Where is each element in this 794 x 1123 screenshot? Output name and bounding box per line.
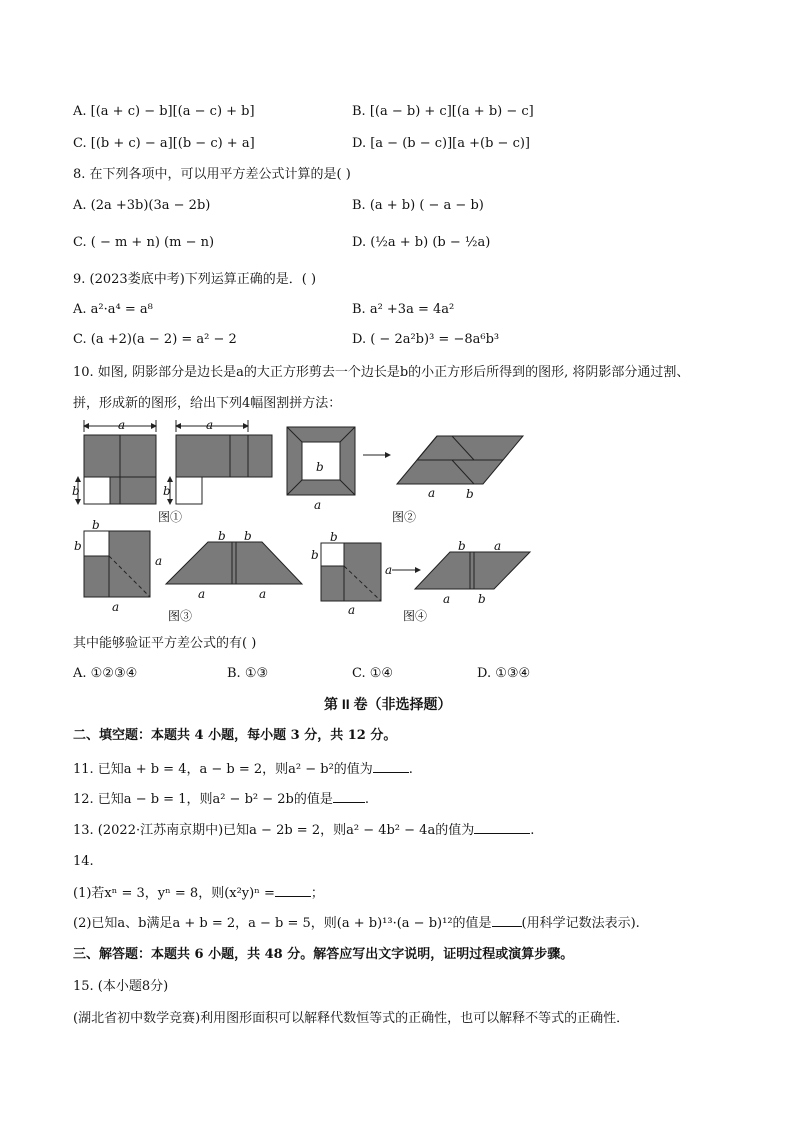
- fig3-square: [84, 531, 150, 597]
- fig1-label-b: b: [72, 484, 80, 498]
- fig3-trapezoid: [166, 542, 302, 584]
- q13-blank[interactable]: [474, 821, 530, 834]
- q9-option-a: A. a²·a⁴ = a⁸: [73, 302, 153, 317]
- q9-option-d: D. ( − 2a²b)³ = −8a⁶b³: [352, 332, 500, 347]
- q10-option-a: A. ①②③④: [73, 666, 138, 681]
- q13-text: 13. (2022·江苏南京期中)已知a − 2b = 2，则a² − 4b² − 4a的值为: [73, 823, 475, 838]
- fig3-label-b-top: b: [92, 518, 100, 532]
- q7-option-b: B. [(a − b) + c][(a + b) − c]: [352, 104, 534, 119]
- fig2-label-b2: b: [466, 487, 474, 501]
- q9-stem: 9. (2023娄底中考)下列运算正确的是．( ): [73, 272, 317, 287]
- q11-end: .: [408, 762, 413, 777]
- q14-part2-end: (用科学记数法表示).: [521, 916, 640, 931]
- fig3-label-a-right: a: [155, 554, 163, 568]
- q10-option-d: D. ①③④: [477, 666, 531, 681]
- fig4-label-a-bottom: a: [348, 603, 356, 617]
- fig3-trap-label-b2: b: [244, 529, 252, 543]
- q12-end: .: [364, 792, 370, 807]
- q7-option-a: A. [(a + c) − b][(a − c) + b]: [73, 104, 255, 119]
- q14-part1-end: ；: [310, 886, 324, 901]
- q14-part2: [73, 914, 640, 933]
- q8-stem: 8. 在下列各项中，可以用平方差公式计算的是( ): [73, 167, 351, 182]
- fig1-left-square: [78, 420, 156, 504]
- fig3-trap-label-a1: a: [198, 587, 206, 601]
- q7-option-d: D. [a − (b − c)][a +(b − c)]: [352, 136, 531, 151]
- q12-blank[interactable]: [333, 790, 365, 803]
- fig4-caption: 图④: [403, 609, 428, 623]
- q8-option-d: D. (½a + b) (b − ½a): [352, 235, 491, 250]
- fig4-square: [321, 543, 420, 601]
- fig4-para-label-a2: a: [443, 592, 451, 606]
- section3-heading: 三、解答题：本题共 6 小题，共 48 分。解答应写出文字说明，证明过程或演算步骤。: [73, 947, 574, 962]
- fig4-para-label-b2: b: [478, 592, 486, 606]
- section2-heading: 二、填空题：本题共 4 小题，每小题 3 分，共 12 分。: [73, 728, 397, 743]
- q9-option-b: B. a² +3a = 4a²: [352, 302, 455, 317]
- q12: [73, 790, 369, 809]
- q10-option-c: C. ①④: [352, 666, 394, 681]
- q14-part1: [73, 884, 324, 903]
- q11-blank[interactable]: [373, 760, 409, 773]
- q10-stem-line1: 10. 如图, 阴影部分是边长是a的大正方形剪去一个边长是b的小正方形后所得到的图形, 将阴影部分通过割、: [73, 365, 690, 380]
- q10-question: 其中能够验证平方差公式的有( ): [73, 636, 257, 651]
- fig1-right-rect: [170, 420, 272, 504]
- fig1-label-a: a: [118, 418, 126, 432]
- fig3-trap-label-a2: a: [259, 587, 267, 601]
- fig3-label-b-left: b: [74, 539, 82, 553]
- q15-number: 15. (本小题8分): [73, 979, 169, 994]
- fig4-label-a-right: a: [385, 563, 393, 577]
- q14-part1-text: (1)若xⁿ = 3，yⁿ = 8，则(x²y)ⁿ =: [73, 886, 275, 901]
- fig2-parallelogram: [397, 436, 523, 484]
- fig4-label-b-left: b: [311, 548, 319, 562]
- fig2-label-a2: a: [428, 486, 436, 500]
- part2-title: 第 II 卷（非选择题）: [324, 696, 452, 712]
- fig2-label-b: b: [316, 460, 324, 474]
- fig2-caption: 图②: [392, 510, 417, 524]
- fig3-caption: 图③: [168, 609, 193, 623]
- q8-option-b: B. (a + b) ( − a − b): [352, 198, 484, 213]
- q14-number: 14.: [73, 854, 94, 869]
- fig4-para-label-a: a: [494, 539, 502, 553]
- fig4-label-b-top: b: [330, 530, 338, 544]
- q8-option-a: A. (2a +3b)(3a − 2b): [73, 198, 211, 213]
- q13: [73, 821, 534, 840]
- fig3-trap-label-b1: b: [218, 529, 226, 543]
- q11-text: 11. 已知a + b = 4，a − b = 2，则a² − b²的值为: [73, 762, 373, 777]
- q9-option-c: C. (a +2)(a − 2) = a² − 2: [73, 332, 237, 347]
- q7-option-c: C. [(b + c) − a][(b − c) + a]: [73, 136, 255, 151]
- fig1-label-a2: a: [206, 418, 214, 432]
- q10-stem-line2: 拼，形成新的图形，给出下列4幅图割拼方法：: [73, 396, 342, 411]
- q14-part1-blank[interactable]: [275, 884, 311, 897]
- q8-option-c: C. ( − m + n) (m − n): [73, 235, 215, 250]
- fig3-label-a-bottom: a: [112, 600, 120, 614]
- fig4-parallelogram: [415, 552, 530, 589]
- fig4-para-label-b: b: [458, 539, 466, 553]
- q10-option-b: B. ①③: [227, 666, 269, 681]
- q14-part2-blank[interactable]: [492, 914, 522, 927]
- fig1-caption: 图①: [158, 510, 183, 524]
- q13-end: .: [530, 823, 535, 838]
- fig2-frame: [287, 427, 390, 495]
- q11: [73, 760, 413, 779]
- q14-part2-text: (2)已知a、b满足a + b = 2，a − b = 5，则(a + b)¹³·(a − b)¹²的值是: [73, 916, 492, 931]
- fig2-label-a: a: [314, 498, 322, 512]
- q12-text: 12. 已知a − b = 1，则a² − b² − 2b的值是: [73, 792, 333, 807]
- fig1-label-b2: b: [163, 484, 171, 498]
- q15-text: (湖北省初中数学竞赛)利用图形面积可以解释代数恒等式的正确性，也可以解释不等式的正确性．: [73, 1011, 630, 1026]
